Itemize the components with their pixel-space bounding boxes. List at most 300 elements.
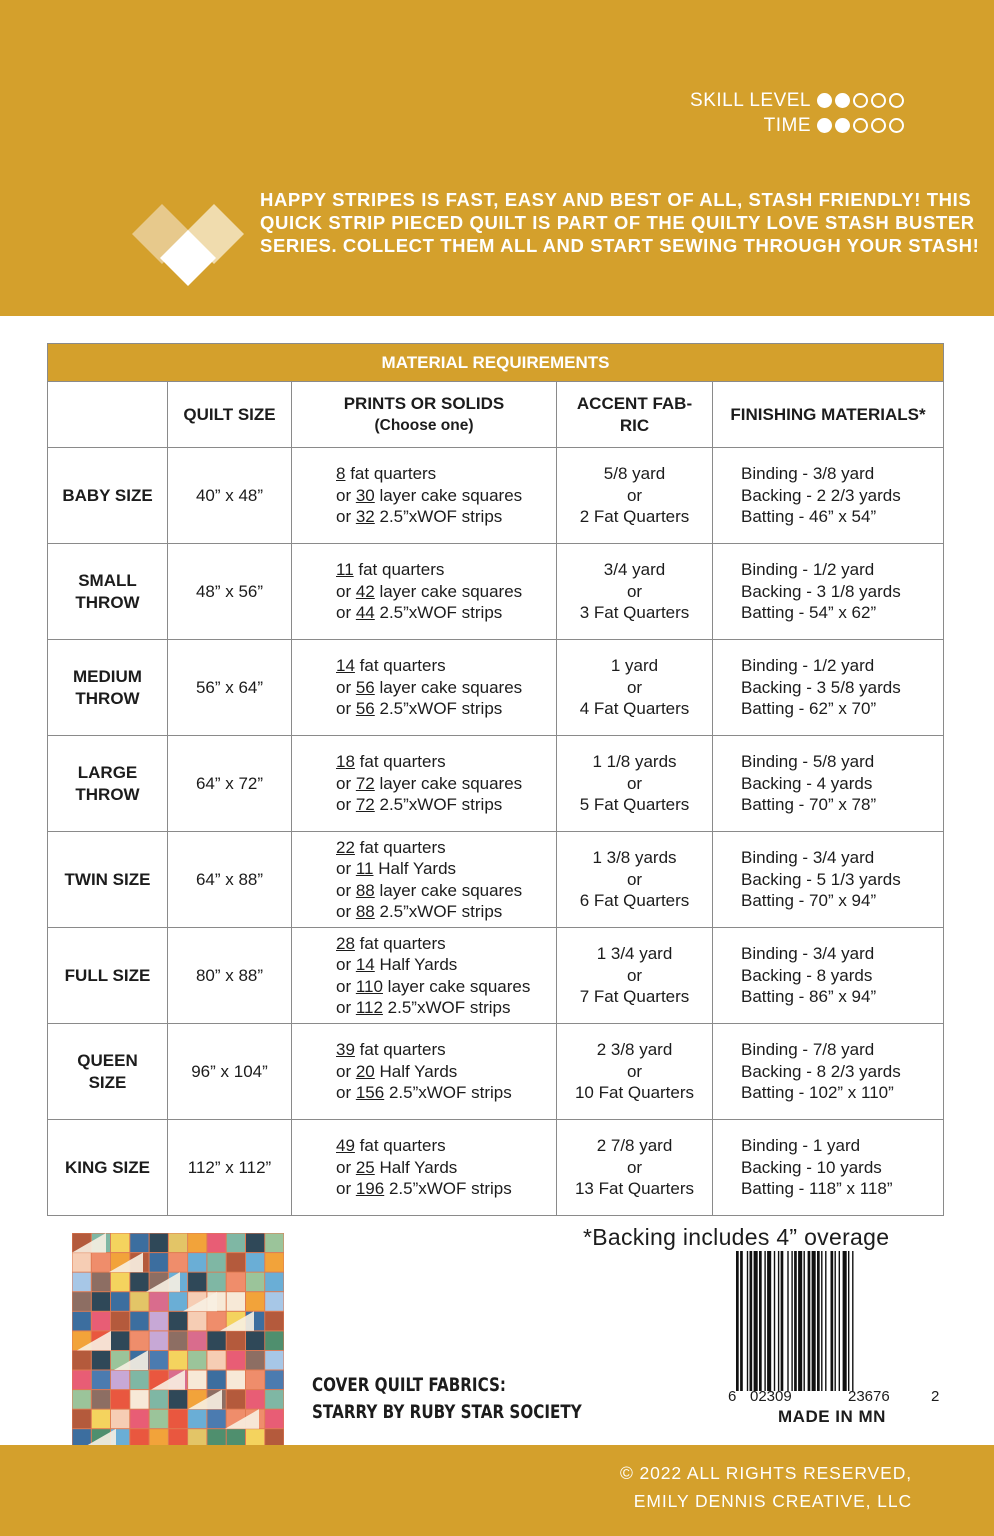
accent-line: 13 Fat Quarters — [574, 1179, 695, 1199]
quilt-patch — [265, 1351, 283, 1370]
accent-line: or — [626, 485, 643, 505]
material-requirements-table — [47, 343, 944, 1216]
quilt-patch — [92, 1253, 110, 1272]
header-finishing: FINISHING MATERIALS* — [713, 382, 944, 448]
quilt-patch — [265, 1410, 283, 1429]
accent-line: or — [626, 965, 643, 985]
quilt-patch — [111, 1312, 129, 1331]
accent-line: or — [626, 869, 643, 889]
quilt-patch — [246, 1371, 264, 1390]
print-option — [336, 1157, 556, 1179]
accent-line: 5 Fat Quarters — [579, 795, 690, 815]
table-row — [48, 1120, 944, 1216]
barcode-bar — [791, 1251, 792, 1391]
quilt-patch — [73, 1390, 91, 1409]
barcode-bar — [774, 1251, 775, 1391]
print-count: 11 — [355, 859, 374, 878]
quilt-patch — [188, 1253, 206, 1272]
finishing-line: Batting - 102” x 110” — [741, 1083, 894, 1103]
print-prefix: or — [336, 485, 356, 505]
print-option — [336, 559, 556, 581]
barcode-bar — [835, 1251, 836, 1391]
quilt-patch — [207, 1312, 225, 1331]
skill-level-row — [690, 88, 904, 113]
barcode-bar — [754, 1251, 758, 1391]
size-name-cell — [48, 544, 168, 640]
print-option — [336, 655, 556, 677]
quilt-patch — [150, 1253, 168, 1272]
print-prefix: or — [336, 955, 356, 974]
quilt-patch — [150, 1390, 168, 1409]
filled-dot-icon — [835, 118, 850, 133]
print-option — [336, 773, 556, 795]
quilt-patch — [169, 1410, 187, 1429]
table-row — [48, 544, 944, 640]
print-option — [336, 1082, 556, 1104]
quilt-patch — [73, 1312, 91, 1331]
print-unit: layer cake squares — [382, 976, 531, 996]
accent-line: 1 3/4 yard — [596, 944, 673, 964]
quilt-patch — [130, 1234, 148, 1253]
print-option — [336, 933, 556, 955]
quilt-patch — [227, 1234, 245, 1253]
empty-dot-icon — [889, 118, 904, 133]
print-unit: layer cake squares — [374, 773, 523, 793]
print-prefix: or — [336, 976, 356, 996]
accent-line: 3/4 yard — [603, 560, 666, 580]
quilt-patch — [169, 1331, 187, 1350]
quilt-patch — [169, 1253, 187, 1272]
fabrics-line: STARRY BY RUBY STAR SOCIETY — [312, 1402, 582, 1423]
quilt-patch — [130, 1390, 148, 1409]
finishing-line: Backing - 2 2/3 yards — [741, 485, 901, 505]
print-option — [336, 485, 556, 507]
size-name-line: THROW — [75, 784, 140, 804]
quilt-patch — [73, 1292, 91, 1311]
cover-fabrics-credit — [312, 1372, 582, 1426]
accent-line: or — [626, 773, 643, 793]
quilt-patch — [265, 1331, 283, 1350]
accent-cell — [557, 1024, 713, 1120]
print-option — [336, 997, 556, 1019]
print-prefix: or — [336, 902, 356, 921]
barcode-bar — [798, 1251, 802, 1391]
table-row — [48, 832, 944, 928]
quilt-patch — [246, 1351, 264, 1370]
accent-line: 4 Fat Quarters — [579, 699, 690, 719]
print-prefix: or — [336, 581, 356, 601]
size-name-cell — [48, 1120, 168, 1216]
print-count: 88 — [355, 880, 375, 900]
finishing-line: Binding - 5/8 yard — [741, 752, 875, 772]
empty-dot-icon — [889, 93, 904, 108]
size-name-cell — [48, 928, 168, 1024]
empty-dot-icon — [853, 118, 868, 133]
quilt-patch — [92, 1371, 110, 1390]
intro-text — [260, 188, 980, 257]
barcode-digit: 6 — [728, 1388, 737, 1405]
accent-line: or — [626, 1061, 643, 1081]
print-option — [336, 677, 556, 699]
size-name-cell — [48, 832, 168, 928]
size-name-cell — [48, 1024, 168, 1120]
print-unit: Half Yards — [374, 1061, 458, 1081]
table-row — [48, 928, 944, 1024]
print-unit: 2.5”xWOF strips — [374, 507, 503, 527]
quilt-patch — [150, 1410, 168, 1429]
accent-line: 1 1/8 yards — [592, 752, 677, 772]
quilt-patch — [111, 1292, 129, 1311]
time-row — [690, 113, 904, 138]
finishing-line: Batting - 70” x 94” — [741, 891, 877, 911]
quilt-patch — [111, 1371, 129, 1390]
quilt-patch — [73, 1410, 91, 1429]
barcode-bar — [767, 1251, 771, 1391]
quilt-patch — [130, 1371, 148, 1390]
quilt-patch — [73, 1351, 91, 1370]
print-unit: fat quarters — [354, 933, 446, 953]
print-count: 56 — [355, 699, 375, 719]
print-prefix: or — [336, 507, 356, 527]
fabrics-line: COVER QUILT FABRICS: — [312, 1375, 506, 1396]
print-unit: layer cake squares — [374, 581, 523, 601]
size-name-line: THROW — [75, 592, 140, 612]
print-count: 25 — [355, 1157, 375, 1177]
print-unit: Half Yards — [374, 955, 458, 974]
finishing-line: Binding - 3/4 yard — [741, 848, 875, 868]
print-count: 39 — [336, 1040, 355, 1060]
accent-line: or — [626, 677, 643, 697]
barcode-bar — [794, 1251, 797, 1391]
filled-dot-icon — [835, 93, 850, 108]
quilt-patch — [265, 1371, 283, 1390]
table-row — [48, 640, 944, 736]
quilt-patch — [227, 1351, 245, 1370]
quilt-patch — [111, 1331, 129, 1350]
print-unit: Half Yards — [373, 859, 457, 878]
copyright — [620, 1459, 912, 1515]
finishing-line: Backing - 3 5/8 yards — [741, 677, 901, 697]
print-prefix: or — [336, 880, 356, 900]
print-unit: 2.5”xWOF strips — [374, 603, 503, 623]
print-unit: layer cake squares — [374, 880, 523, 900]
header-prints-sub: (Choose one) — [374, 416, 474, 434]
barcode-bar — [808, 1251, 811, 1391]
quilt-patch — [130, 1312, 148, 1331]
print-count: 72 — [355, 773, 375, 793]
barcode-icon — [736, 1251, 932, 1391]
finishing-line: Binding - 3/8 yard — [741, 464, 875, 484]
quilt-patch — [150, 1312, 168, 1331]
finishing-cell — [713, 640, 944, 736]
finishing-line: Batting - 70” x 78” — [741, 795, 877, 815]
quilt-patch — [111, 1234, 129, 1253]
size-name-cell — [48, 640, 168, 736]
barcode-bar — [736, 1251, 739, 1391]
accent-cell — [557, 928, 713, 1024]
finishing-line: Binding - 7/8 yard — [741, 1040, 875, 1060]
quilt-patch — [265, 1390, 283, 1409]
quilt-patch — [111, 1273, 129, 1292]
print-option — [336, 880, 556, 902]
print-unit: layer cake squares — [374, 677, 523, 697]
accent-line: 1 yard — [610, 656, 659, 676]
quilt-patch — [169, 1234, 187, 1253]
print-option — [336, 751, 556, 773]
print-count: 196 — [355, 1179, 385, 1199]
accent-line: 7 Fat Quarters — [579, 987, 690, 1007]
print-unit: 2.5”xWOF strips — [384, 1179, 512, 1199]
quilt-patch — [207, 1331, 225, 1350]
quilt-patch — [246, 1292, 264, 1311]
print-prefix: or — [336, 773, 356, 793]
empty-dot-icon — [871, 118, 886, 133]
copyright-line: EMILY DENNIS CREATIVE, LLC — [633, 1491, 912, 1511]
quilt-patch — [207, 1410, 225, 1429]
print-option — [336, 1061, 556, 1083]
finishing-line: Batting - 54” x 62” — [741, 603, 877, 623]
finishing-line: Backing - 10 yards — [741, 1157, 882, 1177]
size-name-line: THROW — [75, 688, 140, 708]
quilt-patch — [111, 1410, 129, 1429]
accent-line: 3 Fat Quarters — [579, 603, 690, 623]
quilt-patch — [92, 1410, 110, 1429]
print-count: 14 — [355, 955, 375, 974]
size-name-line: BABY SIZE — [62, 485, 153, 505]
print-unit: 2.5”xWOF strips — [384, 1083, 512, 1103]
quilt-patch — [246, 1331, 264, 1350]
barcode-bar — [821, 1251, 822, 1391]
barcode-bar — [740, 1251, 743, 1391]
print-unit: 2.5”xWOF strips — [374, 795, 503, 815]
quilt-size-cell: 112” x 112” — [168, 1120, 292, 1216]
barcode-bar — [781, 1251, 784, 1391]
finishing-line: Binding - 1/2 yard — [741, 656, 875, 676]
quilt-patch — [169, 1292, 187, 1311]
quilt-patch — [169, 1351, 187, 1370]
print-prefix: or — [336, 677, 356, 697]
quilt-patch — [92, 1292, 110, 1311]
finishing-line: Batting - 86” x 94” — [741, 987, 877, 1007]
print-prefix: or — [336, 998, 356, 1017]
barcode-bar — [817, 1251, 820, 1391]
quilt-patch — [188, 1312, 206, 1331]
print-unit: fat quarters — [345, 464, 437, 484]
quilt-patch — [265, 1253, 283, 1272]
accent-line: 2 3/8 yard — [596, 1040, 673, 1060]
barcode-bar — [764, 1251, 765, 1391]
quilt-patch — [188, 1351, 206, 1370]
print-unit: layer cake squares — [374, 485, 523, 505]
barcode-bar — [759, 1251, 762, 1391]
barcode-bar — [848, 1251, 849, 1391]
accent-line: 2 Fat Quarters — [579, 507, 690, 527]
quilt-patch — [227, 1390, 245, 1409]
print-unit: fat quarters — [353, 560, 445, 580]
diamond-logo-icon — [128, 196, 248, 288]
quilt-patch — [227, 1253, 245, 1272]
quilt-patch — [207, 1234, 225, 1253]
skill-level-label: SKILL LEVEL — [690, 90, 811, 111]
print-prefix: or — [336, 795, 356, 815]
quilt-patch — [207, 1253, 225, 1272]
print-unit: fat quarters — [354, 1040, 446, 1060]
print-unit: 2.5”xWOF strips — [374, 699, 503, 719]
print-prefix: or — [336, 699, 356, 719]
empty-dot-icon — [871, 93, 886, 108]
size-name-line: QUEEN — [77, 1051, 138, 1070]
accent-line: 5/8 yard — [603, 464, 666, 484]
intro-line: SERIES. COLLECT THEM ALL AND START SEWING THROUGH YOUR STASH! — [260, 235, 980, 256]
quilt-patch — [130, 1292, 148, 1311]
barcode-digit: 23676 — [848, 1388, 890, 1405]
size-name-line: SMALL — [78, 571, 137, 590]
header-accent-line: RIC — [619, 415, 650, 435]
quilt-patch — [92, 1390, 110, 1409]
size-name-line: TWIN SIZE — [64, 869, 151, 889]
finishing-line: Backing - 5 1/3 yards — [741, 869, 901, 889]
quilt-size-cell: 48” x 56” — [168, 544, 292, 640]
finishing-line: Backing - 3 1/8 yards — [741, 581, 901, 601]
filled-dot-icon — [817, 118, 832, 133]
finishing-cell — [713, 1120, 944, 1216]
accent-line: 6 Fat Quarters — [579, 891, 690, 911]
barcode-bar — [750, 1251, 753, 1391]
finishing-line: Batting - 118” x 118” — [741, 1179, 893, 1199]
quilt-patch — [227, 1371, 245, 1390]
finishing-line: Binding - 3/4 yard — [741, 944, 875, 964]
print-option — [336, 976, 556, 998]
print-unit: 2.5”xWOF strips — [382, 998, 511, 1017]
print-count: 112 — [355, 998, 383, 1017]
print-unit: fat quarters — [354, 1136, 446, 1156]
quilt-patch — [130, 1331, 148, 1350]
print-option — [336, 1178, 556, 1200]
quilt-patch — [150, 1292, 168, 1311]
print-count: 18 — [336, 752, 355, 772]
finishing-line: Binding - 1/2 yard — [741, 560, 875, 580]
header-prints — [292, 382, 557, 448]
print-option — [336, 463, 556, 485]
print-count: 42 — [355, 581, 375, 601]
quilt-patch — [188, 1273, 206, 1292]
time-label: TIME — [763, 115, 811, 136]
accent-cell — [557, 736, 713, 832]
skill-level-dots — [817, 93, 904, 108]
quilt-patch — [265, 1292, 283, 1311]
quilt-patch — [92, 1312, 110, 1331]
quilt-patch — [207, 1273, 225, 1292]
quilt-patch — [92, 1273, 110, 1292]
print-option — [336, 794, 556, 816]
size-name-cell — [48, 448, 168, 544]
accent-cell — [557, 544, 713, 640]
print-count: 8 — [336, 464, 346, 484]
table-row — [48, 736, 944, 832]
quilt-patch — [207, 1351, 225, 1370]
print-option — [336, 901, 556, 923]
finishing-cell — [713, 448, 944, 544]
print-option — [336, 581, 556, 603]
quilt-patch — [188, 1234, 206, 1253]
print-option — [336, 954, 556, 976]
size-name-line: MEDIUM — [73, 667, 142, 686]
finishing-line: Binding - 1 yard — [741, 1136, 861, 1156]
time-dots — [817, 118, 904, 133]
print-option — [336, 858, 556, 880]
accent-cell — [557, 832, 713, 928]
barcode-bar — [747, 1251, 748, 1391]
print-count: 32 — [355, 507, 375, 527]
quilt-patch — [246, 1234, 264, 1253]
size-name-line: LARGE — [77, 763, 138, 782]
backing-note: *Backing includes 4” overage — [583, 1224, 890, 1250]
quilt-patch — [73, 1253, 91, 1272]
barcode-bar — [778, 1251, 779, 1391]
table-row — [48, 448, 944, 544]
finishing-line: Backing - 8 2/3 yards — [741, 1061, 901, 1081]
print-option — [336, 1135, 556, 1157]
quilt-patch — [169, 1390, 187, 1409]
size-name-line: KING SIZE — [64, 1157, 150, 1177]
print-count: 44 — [355, 603, 375, 623]
finishing-cell — [713, 544, 944, 640]
accent-cell — [557, 1120, 713, 1216]
prints-cell — [292, 448, 557, 544]
finishing-line: Backing - 8 yards — [741, 965, 873, 985]
accent-line: or — [626, 581, 643, 601]
print-count: 20 — [355, 1061, 375, 1081]
print-prefix: or — [336, 1061, 356, 1081]
print-count: 72 — [355, 795, 375, 815]
barcode-bar — [812, 1251, 816, 1391]
quilt-patch — [188, 1410, 206, 1429]
empty-dot-icon — [853, 93, 868, 108]
quilt-patch — [265, 1234, 283, 1253]
barcode-bar — [825, 1251, 826, 1391]
barcode-bar — [839, 1251, 840, 1391]
print-unit: fat quarters — [354, 752, 446, 772]
quilt-size-cell: 64” x 88” — [168, 832, 292, 928]
print-option — [336, 698, 556, 720]
quilt-patch — [73, 1371, 91, 1390]
quilt-patch — [73, 1273, 91, 1292]
table-row — [48, 1024, 944, 1120]
quilt-patch — [246, 1273, 264, 1292]
quilt-patch — [246, 1390, 264, 1409]
quilt-size-cell: 40” x 48” — [168, 448, 292, 544]
prints-cell — [292, 640, 557, 736]
header-accent — [557, 382, 713, 448]
barcode-bar — [804, 1251, 805, 1391]
print-option — [336, 1039, 556, 1061]
accent-line: 1 3/8 yards — [592, 848, 677, 868]
quilt-patch — [265, 1312, 283, 1331]
table-body — [48, 448, 944, 1216]
print-count: 56 — [355, 677, 375, 697]
quilt-patch — [92, 1351, 110, 1370]
quilt-patch — [169, 1312, 187, 1331]
barcode-bar — [787, 1251, 788, 1391]
quilt-patch — [227, 1273, 245, 1292]
print-count: 110 — [355, 976, 383, 996]
quilt-patch — [265, 1273, 283, 1292]
accent-line: or — [626, 1157, 643, 1177]
prints-cell — [292, 736, 557, 832]
finishing-line: Backing - 4 yards — [741, 773, 873, 793]
quilt-patch — [227, 1292, 245, 1311]
table-title: MATERIAL REQUIREMENTS — [48, 344, 944, 382]
